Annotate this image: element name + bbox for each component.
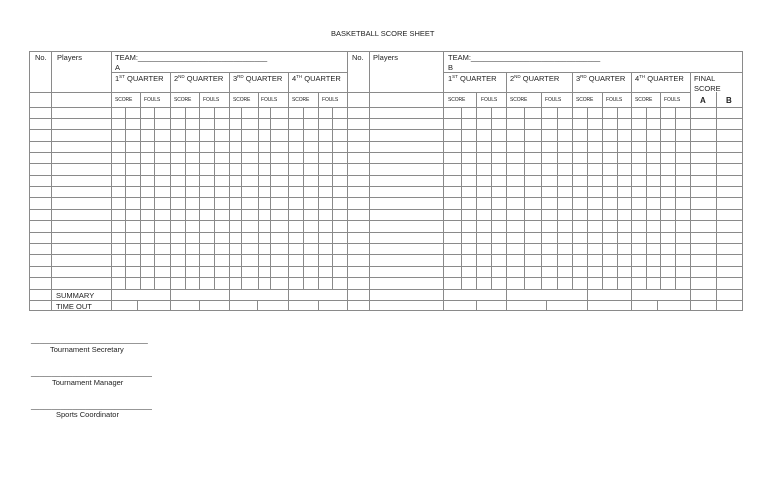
team-a-q1-score-label: SCORE — [115, 97, 133, 103]
team-a-q3-fouls-label: FOULS — [261, 97, 278, 103]
timeout-row-label: TIME OUT — [56, 302, 92, 311]
team-b-q2-header: 2ND QUARTER — [510, 74, 560, 83]
team-b-q3-fouls-label: FOULS — [606, 97, 623, 103]
team-a-players-header: Players — [57, 53, 83, 62]
team-b-no-header: No. — [352, 53, 364, 62]
team-b-q2-fouls-label: FOULS — [545, 97, 562, 103]
team-b-q1-score-label: SCORE — [448, 97, 466, 103]
final-score-a-label: A — [700, 96, 706, 105]
team-b-q3-score-label: SCORE — [576, 97, 594, 103]
team-b-q4-score-label: SCORE — [635, 97, 653, 103]
team-a-q2-header: 2ND QUARTER — [174, 74, 224, 83]
sheet-title: BASKETBALL SCORE SHEET — [331, 29, 435, 38]
team-b-q2-score-label: SCORE — [510, 97, 528, 103]
final-score-b-label: B — [726, 96, 732, 105]
team-b-q4-header: 4TH QUARTER — [635, 74, 684, 83]
team-b-q1-fouls-label: FOULS — [481, 97, 498, 103]
team-a-no-header: No. — [35, 53, 47, 62]
signature-line-coordinator[interactable]: _____________________________ — [31, 401, 152, 410]
team-b-q1-header: 1ST QUARTER — [448, 74, 497, 83]
team-a-q4-fouls-label: FOULS — [322, 97, 339, 103]
team-a-q4-header: 4TH QUARTER — [292, 74, 341, 83]
team-a-name-field[interactable]: TEAM:_______________________________ — [115, 53, 268, 62]
team-a-q3-header: 3RD QUARTER — [233, 74, 283, 83]
signature-line-secretary[interactable]: ____________________________ — [31, 335, 148, 344]
signature-label-coordinator: Sports Coordinator — [56, 410, 119, 419]
team-b-letter: B — [448, 63, 454, 72]
signature-line-manager[interactable]: _____________________________ — [31, 368, 152, 377]
team-a-q2-score-label: SCORE — [174, 97, 192, 103]
signature-label-secretary: Tournament Secretary — [50, 345, 124, 354]
final-score-label-line1: FINAL — [694, 74, 716, 83]
team-a-q1-header: 1ST QUARTER — [115, 74, 164, 83]
team-b-players-header: Players — [373, 53, 399, 62]
team-a-q4-score-label: SCORE — [292, 97, 310, 103]
summary-row-label: SUMMARY — [56, 291, 95, 300]
team-b-name-field[interactable]: TEAM:_______________________________ — [448, 53, 601, 62]
team-b-q4-fouls-label: FOULS — [664, 97, 681, 103]
team-a-letter: A — [115, 63, 121, 72]
team-a-q1-fouls-label: FOULS — [144, 97, 161, 103]
final-score-label-line2: SCORE — [694, 84, 721, 93]
team-a-q3-score-label: SCORE — [233, 97, 251, 103]
team-a-q2-fouls-label: FOULS — [203, 97, 220, 103]
team-b-q3-header: 3RD QUARTER — [576, 74, 626, 83]
signature-label-manager: Tournament Manager — [52, 378, 124, 387]
